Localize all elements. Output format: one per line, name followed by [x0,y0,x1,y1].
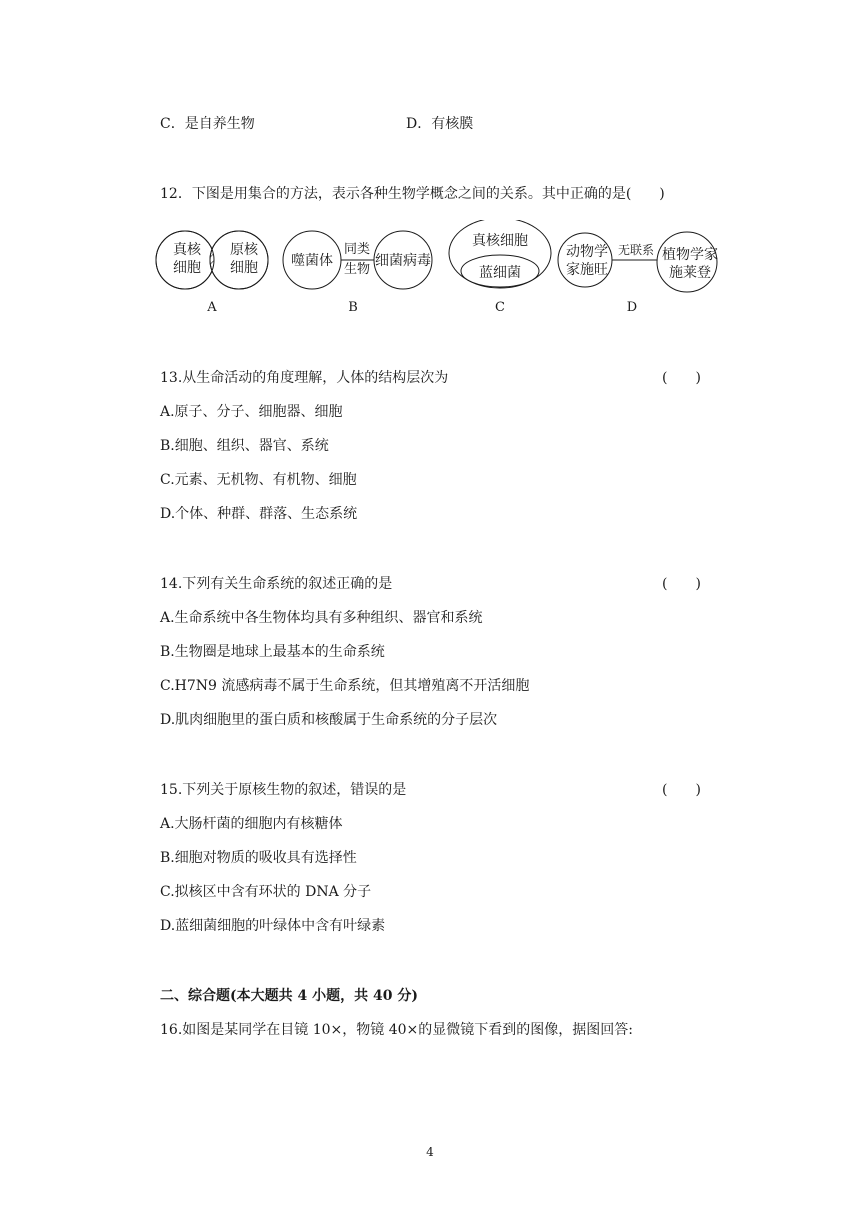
diagram-b-link-line1: 同类 [343,242,371,257]
q15-stem: 15.下列关于原核生物的叙述，错误的是 [160,782,407,798]
diagram-c-outer: 真核细胞 [472,233,528,249]
q14-option-a: A.生命系统中各生物体均具有多种组织、器官和系统 [160,610,483,626]
q15-option-c: C.拟核区中含有环状的 DNA 分子 [160,884,372,900]
diagram-a-left-line2: 细胞 [173,260,201,276]
diagram-d-label: D [626,300,638,315]
q15-option-b: B.细胞对物质的吸收具有选择性 [160,850,357,866]
diagram-d-link: 无联系 [617,243,655,257]
section-heading: 二、综合题(本大题共 4 小题，共 40 分) [160,988,418,1004]
diagram-b-label: B [348,300,358,315]
diagram-c-inner: 蓝细菌 [479,265,521,281]
q14-answer-paren: ( ) [662,576,701,592]
diagram-d-right-line2: 施莱登 [669,265,711,281]
q11-option-c: C．是自养生物 [160,116,255,132]
q13-stem: 13.从生命活动的角度理解，人体的结构层次为 [160,370,449,386]
q14-option-c: C.H7N9 流感病毒不属于生命系统，但其增殖离不开活细胞 [160,678,530,694]
q11-option-d: D．有核膜 [406,116,474,132]
q14-stem: 14.下列有关生命系统的叙述正确的是 [160,576,393,592]
diagram-d [558,232,718,315]
q15-answer-paren: ( ) [662,782,701,798]
diagram-a-right-line2: 细胞 [230,260,258,276]
q13-answer-paren: ( ) [662,370,701,386]
diagram-a-label: A [207,300,217,315]
q12-stem: 12．下图是用集合的方法，表示各种生物学概念之间的关系。其中正确的是( ) [160,186,665,202]
q13-option-d: D.个体、种群、群落、生态系统 [160,506,358,522]
q13-option-a: A.原子、分子、细胞器、细胞 [160,404,343,420]
q15-option-a: A.大肠杆菌的细胞内有核糖体 [160,816,343,832]
q14-option-b: B.生物圈是地球上最基本的生命系统 [160,644,385,660]
q12-diagrams [155,220,735,320]
q15-option-d: D.蓝细菌细胞的叶绿体中含有叶绿素 [160,918,386,934]
q13-option-b: B.细胞、组织、器官、系统 [160,438,329,454]
diagram-b-left: 噬菌体 [291,253,333,269]
diagram-d-left-line2: 家施旺 [566,262,608,278]
diagram-a-left-line1: 真核 [173,242,201,258]
page-number: 4 [426,1145,434,1159]
q14-option-d: D.肌肉细胞里的蛋白质和核酸属于生命系统的分子层次 [160,712,498,728]
diagram-c-label: C [495,300,505,315]
diagram-d-left-line1: 动物学 [566,244,608,260]
diagram-d-right-line1: 植物学家 [662,247,718,263]
q16-stem: 16.如图是某同学在目镜 10×，物镜 40×的显微镜下看到的图像，据图回答: [160,1022,633,1038]
diagram-b [283,231,432,315]
diagram-a-right-line1: 原核 [230,242,258,258]
q13-option-c: C.元素、无机物、有机物、细胞 [160,472,357,488]
diagram-c [449,220,551,315]
diagram-b-right: 细菌病毒 [375,253,431,269]
diagram-b-link-line2: 生物 [343,262,371,277]
diagram-a [156,231,268,315]
